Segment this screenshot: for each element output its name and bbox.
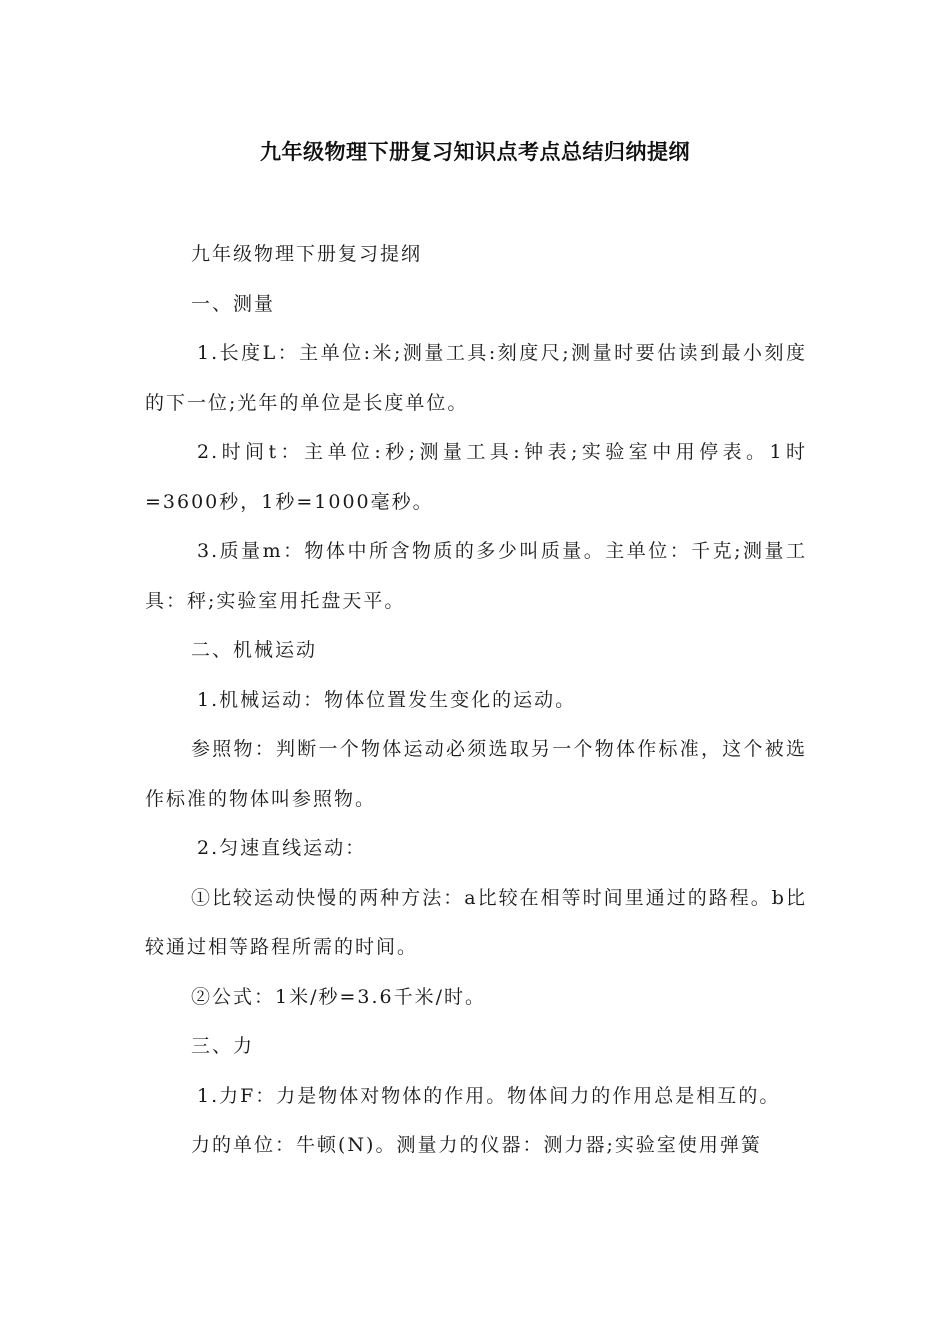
section-heading-force: 三、力 [191,1035,255,1057]
paragraph-time: 2.时间t：主单位:秒;测量工具:钟表;实验室中用停表。1时=3600秒，1秒=1000毫秒。 [145,441,807,513]
section-heading-mechanical-motion: 二、机械运动 [191,639,318,661]
paragraph-force-unit: 力的单位：牛顿(N)。测量力的仪器：测力器;实验室使用弹簧 [191,1134,762,1156]
paragraph-compare-speed: ①比较运动快慢的两种方法：a比较在相等时间里通过的路程。b比较通过相等路程所需的时间。 [145,886,807,958]
paragraph-force: 1.力F：力是物体对物体的作用。物体间力的作用总是相互的。 [197,1084,781,1107]
paragraph-mass: 3.质量m：物体中所含物质的多少叫质量。主单位：千克;测量工具：秤;实验室用托盘天平。 [145,540,807,612]
section-heading-measurement: 一、测量 [191,292,276,315]
paragraph-length: 1.长度L：主单位:米;测量工具:刻度尺;测量时要估读到最小刻度的下一位;光年的单位是长度单位。 [145,342,807,414]
paragraph-mechanical-motion: 1.机械运动：物体位置发生变化的运动。 [197,688,577,711]
document-body [145,230,807,1171]
paragraph-outline-title: 九年级物理下册复习提纲 [191,243,423,265]
paragraph-reference-object: 参照物：判断一个物体运动必须选取另一个物体作标准，这个被选作标准的物体叫参照物。 [145,738,807,810]
paragraph-formula: ②公式：1米/秒=3.6千米/时。 [191,985,487,1008]
document-title: 九年级物理下册复习知识点考点总结归纳提纲 [260,140,690,164]
paragraph-uniform-motion: 2.匀速直线运动： [197,837,367,859]
